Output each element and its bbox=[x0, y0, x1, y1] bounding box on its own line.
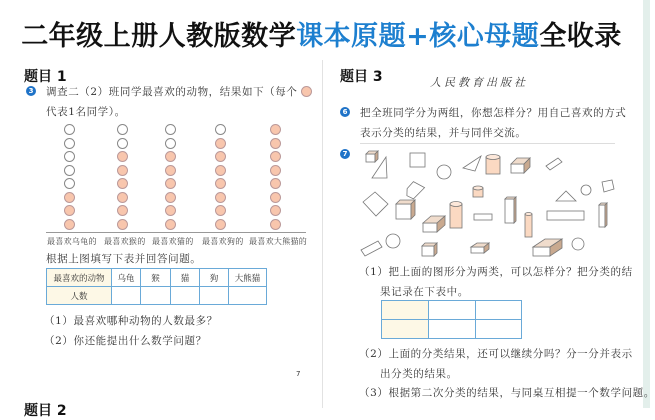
title-part1: 二年级上册人教版数学 bbox=[21, 21, 297, 52]
table-cell bbox=[141, 287, 171, 305]
table-header-row bbox=[47, 269, 267, 287]
table-header-cell: 大熊猫 bbox=[229, 269, 267, 287]
column-cat bbox=[165, 124, 179, 230]
column-divider bbox=[322, 60, 323, 408]
table-cell bbox=[171, 287, 200, 305]
table-cell bbox=[382, 320, 429, 339]
cuboid-icon bbox=[599, 203, 607, 227]
circle-icon bbox=[437, 165, 451, 179]
table-cell bbox=[382, 301, 429, 320]
diamond-icon bbox=[363, 192, 388, 216]
table-row bbox=[47, 287, 267, 305]
sub-question-2: （2）你还能提出什么数学问题？ bbox=[44, 335, 207, 347]
table-header-cell: 乌龟 bbox=[112, 269, 141, 287]
title-part2: 全收录 bbox=[539, 21, 622, 52]
cuboid-icon bbox=[511, 158, 530, 173]
label-monkey: 最喜欢猴的 bbox=[104, 237, 146, 246]
scrollbar-track[interactable] bbox=[643, 0, 650, 408]
sub-question-1-line2: 果记录在下表中。 bbox=[380, 286, 469, 298]
question-1-heading: 题目 1 bbox=[24, 69, 67, 85]
animal-count-table bbox=[46, 268, 267, 305]
problem-number-badge: 3 bbox=[26, 86, 36, 96]
cuboid-icon bbox=[423, 216, 445, 232]
label-panda: 最喜欢大熊猫的 bbox=[249, 237, 308, 246]
column-panda bbox=[270, 124, 284, 230]
sub-question-1: （1）最喜欢哪种动物的人数最多？ bbox=[44, 315, 218, 327]
triangle-icon bbox=[556, 191, 576, 201]
cube-icon bbox=[396, 200, 415, 219]
column-turtle bbox=[64, 124, 78, 230]
table-cell bbox=[112, 287, 141, 305]
sub-question-2-line2: 出分类的结果。 bbox=[380, 368, 458, 380]
classification-table bbox=[381, 300, 522, 339]
question-1-text bbox=[46, 84, 312, 99]
page-number: 7 bbox=[296, 370, 301, 378]
table-row bbox=[382, 320, 522, 339]
problem-number-badge: 6 bbox=[340, 107, 350, 117]
square-icon bbox=[410, 153, 425, 167]
instruction-text: 根据上图填写下表并回答问题。 bbox=[46, 253, 202, 265]
column-dog bbox=[215, 124, 229, 230]
chart-baseline bbox=[46, 232, 306, 233]
cube-icon bbox=[422, 243, 437, 256]
question-1-line1: 调查二（2）班同学最喜欢的动物，结果如下（每个 bbox=[46, 86, 298, 98]
column-monkey bbox=[117, 124, 131, 230]
problem-6-line1: 把全班同学分为两组，你想怎样分？用自己喜欢的方式 bbox=[360, 107, 627, 119]
publisher-calligraphy: 人民教育出版社 bbox=[430, 76, 528, 89]
triangle-icon bbox=[463, 156, 481, 171]
table-cell bbox=[429, 320, 476, 339]
question-2-heading: 题目 2 bbox=[24, 403, 67, 419]
question-3-heading: 题目 3 bbox=[340, 69, 383, 85]
square-icon bbox=[602, 180, 614, 192]
sub-question-1-line1: （1）把上面的图形分为两类，可以怎样分？把分类的结 bbox=[359, 266, 633, 278]
rectangle-icon bbox=[546, 158, 562, 170]
table-cell bbox=[229, 287, 267, 305]
geometric-shapes-illustration bbox=[355, 144, 635, 259]
table-cell bbox=[429, 301, 476, 320]
table-row bbox=[382, 301, 522, 320]
rectangle-icon bbox=[474, 214, 492, 220]
table-header-cell: 猫 bbox=[171, 269, 200, 287]
table-row-label: 人数 bbox=[47, 287, 112, 305]
table-cell bbox=[476, 301, 522, 320]
table-header-cell: 最喜欢的动物 bbox=[47, 269, 112, 287]
page-title bbox=[0, 14, 643, 53]
rectangle-icon bbox=[361, 241, 382, 256]
cuboid-icon bbox=[471, 243, 489, 253]
rectangle-icon bbox=[547, 211, 584, 220]
cylinder-icon bbox=[473, 186, 483, 197]
cylinder-icon bbox=[486, 155, 500, 175]
cube-icon bbox=[366, 151, 378, 162]
cylinder-icon bbox=[525, 213, 532, 238]
label-turtle: 最喜欢乌龟的 bbox=[47, 237, 97, 246]
cuboid-icon bbox=[533, 239, 562, 256]
label-cat: 最喜欢猫的 bbox=[152, 237, 194, 246]
table-cell bbox=[200, 287, 229, 305]
table-header-cell: 狗 bbox=[200, 269, 229, 287]
problem-number-badge: 7 bbox=[340, 149, 350, 159]
title-highlight: 课本原题+核心母题 bbox=[296, 21, 540, 52]
table-cell bbox=[476, 320, 522, 339]
circle-icon bbox=[581, 185, 591, 195]
label-dog: 最喜欢狗的 bbox=[202, 237, 244, 246]
circle-icon bbox=[386, 234, 400, 248]
table-header-cell: 猴 bbox=[141, 269, 171, 287]
cuboid-icon bbox=[505, 197, 516, 223]
circle-legend-icon bbox=[301, 86, 312, 97]
sub-question-2-line1: （2）上面的分类结果，还可以继续分吗？分一分并表示 bbox=[359, 348, 633, 360]
cylinder-icon bbox=[450, 202, 462, 229]
sub-question-3: （3）根据第二次分类的结果，与同桌互相提一个数学问题。 bbox=[359, 387, 655, 399]
circle-icon bbox=[572, 238, 584, 250]
rectangle-icon bbox=[406, 181, 426, 201]
problem-6-line2: 表示分类的结果，并与同伴交流。 bbox=[360, 127, 527, 139]
question-1-line2: 代表1名同学）。 bbox=[46, 106, 126, 118]
